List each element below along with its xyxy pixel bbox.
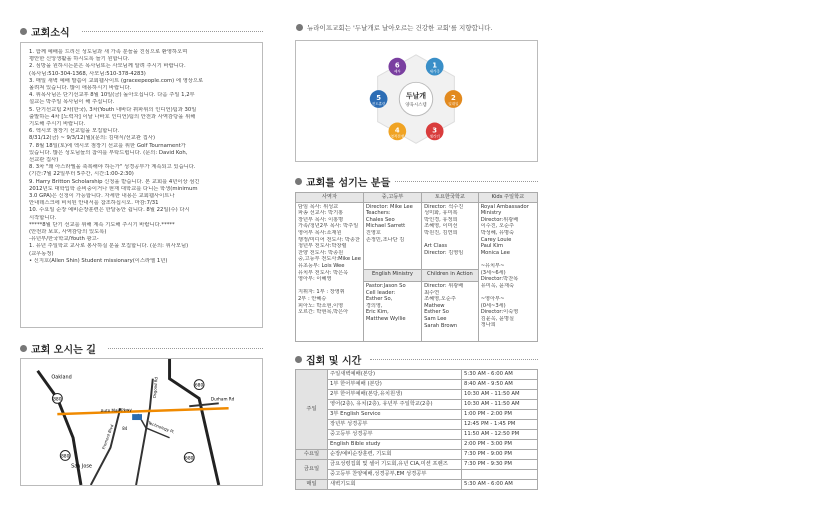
text-line: 8. 3차 "왜 아스라엘을 축복해야 하는가" 성경공부가 계속되고 있습니다. xyxy=(29,164,196,171)
notice-box xyxy=(20,42,263,328)
text-line: Matthew Wyllie xyxy=(365,316,406,323)
text-line xyxy=(481,256,535,263)
text-line: Eric Kim, xyxy=(365,309,389,316)
schedule-row xyxy=(296,430,538,440)
text-line: 정나희 xyxy=(480,322,496,329)
text-line: 9. Harry Britton Scholarship 신청을 받습니다. 본 교회를 4년이상 섬긴 xyxy=(29,178,200,185)
text-line: 올려져 있습니다. 많이 애용하시기 바랍니다. xyxy=(29,85,132,92)
ministry-header: 중,고등부 xyxy=(363,193,421,203)
text-line: 지휘자: 1부 : 장영휘 xyxy=(298,289,345,296)
bullet-icon xyxy=(295,356,302,363)
text-line: 파송 선교사: 박기홍 xyxy=(298,210,344,217)
schedule-time: 7:30 PM - 9:30 PM xyxy=(462,460,538,470)
text-line: (0세~3세) xyxy=(480,302,506,309)
bullet-icon xyxy=(295,178,302,185)
schedule-row xyxy=(296,400,538,410)
map-graphic xyxy=(21,359,262,485)
text-line: Monica Lee xyxy=(480,249,510,256)
text-line: Ministry xyxy=(480,210,502,217)
schedule-event: 3부 English Service xyxy=(328,410,462,420)
schedule-day: 매일 xyxy=(296,480,328,490)
children-in-action-label: Children in Action xyxy=(422,270,479,282)
text-line: 안내데스크에 비치된 안내서를 참조하십시오. 마감:7/31 xyxy=(29,200,159,207)
notice-title: 교회소식 xyxy=(31,28,70,39)
text-line: ~영아부~ xyxy=(480,295,505,302)
text-line: 유치부 전도사: 박은옥 xyxy=(298,269,349,276)
ministry-header: Kids 주일학교 xyxy=(478,193,537,203)
text-line: 장년부 목사: 이홍명 xyxy=(298,216,344,223)
schedule-event: 중고등부 성경공부 xyxy=(328,430,462,440)
schedule-time: 10:30 AM - 11:50 AM xyxy=(462,400,538,410)
text-line: Royal Ambassador xyxy=(480,203,529,210)
hub-node-label: 전도훈련 xyxy=(371,101,386,106)
hub-node-number: 1 xyxy=(432,61,438,70)
text-line: 4. 위목사님은 단기선교후 8월 10일(금) 돌아오십니다. 다음 주일 1,2부 xyxy=(29,92,195,99)
text-line: 5. 단기선교팀 2차(한국), 3차(Youth 내바다 꿔파위의 인디언)팀과 30일 xyxy=(29,106,197,113)
text-line: Mathew xyxy=(424,302,445,309)
osgood-road xyxy=(136,379,153,485)
text-line: Cell leader: xyxy=(365,289,396,296)
ministry-col-korean-school xyxy=(422,202,479,270)
text-line: 조혜영, 이미선 xyxy=(424,223,458,230)
church-marker-icon xyxy=(132,414,142,420)
schedule-time: 8:40 AM - 9:50 AM xyxy=(462,380,538,390)
schedule-row xyxy=(296,380,538,390)
text-line: 기도해 주시기 바랍니다. xyxy=(29,121,86,128)
text-line: 손정민,조나단 김 xyxy=(365,236,405,243)
schedule-row xyxy=(296,460,538,470)
highway-680-road xyxy=(170,359,219,485)
durham-road xyxy=(189,403,219,406)
schedule-row xyxy=(296,480,538,490)
schedule-event: English Bible study xyxy=(328,440,462,450)
technology-label: Technology Pl. xyxy=(147,420,176,435)
text-line: (목사님:510-304-1368, 사모님:510-378-4283) xyxy=(29,70,146,77)
text-line xyxy=(481,289,535,296)
schedule-title: 집회 및 시간 xyxy=(306,356,362,367)
text-line: 시작합니다. xyxy=(29,214,57,221)
text-line: 2012년도 대학입학 준비중이거나 현재 대학교를 다니는 학생(minimum xyxy=(29,185,198,192)
divider xyxy=(108,348,263,349)
schedule-time xyxy=(462,470,538,480)
ministry-table xyxy=(295,192,538,342)
schedule-day: 수요일 xyxy=(296,450,328,460)
hub-node-number: 2 xyxy=(450,94,456,103)
bullet-icon xyxy=(20,28,27,35)
schedule-table xyxy=(295,369,538,490)
text-line: 박성혜, 유명숙 xyxy=(480,229,515,236)
hub-node-label: 제자 xyxy=(393,69,401,74)
text-line: Paul Kim xyxy=(480,243,504,250)
hub-center-title: 두날개 xyxy=(406,92,426,101)
text-line: 진영호 xyxy=(365,229,381,236)
schedule-heading xyxy=(295,352,361,367)
vision-banner-text: 뉴라이프교회는 '두날개로 날아오르는 건강한 교회'를 지향합니다. xyxy=(307,24,493,32)
text-line: 평안한 신앙생활을 하시도록 늘기 원합니다. xyxy=(29,56,130,63)
text-line: 김윤옥, 윤명실 xyxy=(480,315,515,322)
text-line: 유초등부: Lois Wee xyxy=(298,262,345,269)
bullet-icon xyxy=(296,24,303,31)
text-line: Pastor:Jason So xyxy=(365,283,406,290)
text-line: *****8월 단기 선교를 위해 계속 기도해 주시기 바랍니다.***** xyxy=(29,221,175,228)
text-line: 박원진, 김연희 xyxy=(424,229,458,236)
text-line: (안전과 보호, 사역감당의 있도록) xyxy=(29,229,107,236)
discipleship-diagram xyxy=(295,40,538,162)
english-ministry-label: English Ministry xyxy=(363,270,421,282)
text-line: 1. 유년 주일학교 교사로 봉사하실 분을 모집합니다. (문의: 위사모님) xyxy=(29,243,189,250)
schedule-time: 5:30 AM - 6:00 AM xyxy=(462,370,538,380)
schedule-row xyxy=(296,450,538,460)
bullet-icon xyxy=(20,345,27,352)
hub-graphic xyxy=(296,41,537,161)
highway-680-label: 680 xyxy=(194,383,204,389)
schedule-time: 12:45 PM - 1:45 PM xyxy=(462,420,538,430)
text-line: 행정/미디어 전도사: 박종찬 xyxy=(298,236,360,243)
hub-node-number: 5 xyxy=(376,94,382,103)
hub-node-label: 셀리더 xyxy=(429,134,440,139)
text-line: 유미옥, 윤재숙 xyxy=(480,282,515,289)
text-line: Director:박찬목 xyxy=(480,276,519,283)
vision-banner xyxy=(296,23,493,32)
fremont-label: Fremont Blvd xyxy=(100,423,115,450)
schedule-event: 순장/예비순장훈련, 기도회 xyxy=(328,450,462,460)
text-line: 청년부 전도사:박창렬 xyxy=(298,243,347,250)
schedule-event: 주일새벽예배(본당) xyxy=(328,370,462,380)
text-line: Sarah Brown xyxy=(424,322,458,329)
text-line: Chales Seo xyxy=(365,216,395,223)
text-line: Michael Sarrett xyxy=(365,223,406,230)
hub-node-number: 4 xyxy=(394,126,400,135)
schedule-event: 영어(2층), 유치(2층), 유년부 주일학교(2층) xyxy=(328,400,462,410)
hub-node-label: 영적전쟁 xyxy=(390,134,405,139)
schedule-time: 5:30 AM - 6:00 AM xyxy=(462,480,538,490)
schedule-row xyxy=(296,440,538,450)
schedule-event: 2부 한어부예배(본당,유치원생) xyxy=(328,390,462,400)
schedule-event: 장년부 성경공부 xyxy=(328,420,462,430)
schedule-time: 7:30 PM - 9:00 PM xyxy=(462,450,538,460)
text-line: 경의영, xyxy=(365,302,383,309)
text-line: 이수진, 오순주 xyxy=(480,223,515,230)
text-line xyxy=(424,237,476,244)
text-line: 6. 엑시코 점장기 선교팀을 모집합니다. xyxy=(29,128,120,135)
text-line: 3.0 GPA)은 신청이 가능합니다. 자세한 내용은 교회웹사이트나 xyxy=(29,193,175,200)
schedule-day: 금요일 xyxy=(296,460,328,480)
text-line: 선교관 집사) xyxy=(29,157,59,164)
schedule-event: 1부 한어부예배 (본당) xyxy=(328,380,462,390)
durham-label: Durham Rd xyxy=(210,396,235,402)
san-jose-label: San Jose xyxy=(71,463,92,470)
schedule-time: 11:50 AM - 12:50 PM xyxy=(462,430,538,440)
text-line: • 신지호(Allen Shin) Student missionary(이스라엘 1년) xyxy=(29,257,168,264)
notice-heading xyxy=(20,24,70,39)
hub-node-number: 3 xyxy=(432,126,438,135)
text-line: Director: 석수진 xyxy=(424,203,464,210)
schedule-row xyxy=(296,370,538,380)
schedule-event: 금요성령집회 및 셀어 기도회,유년 CIA,미션 프렌즈 xyxy=(328,460,462,470)
text-line: 3. 매일 새벽 예배 말씀이 교회웹사이트 (graceepeople.com) 에 영상으로 xyxy=(29,77,204,84)
schedule-day: 주일 xyxy=(296,370,328,450)
hub-center-subtitle: 양육시스템 xyxy=(405,102,427,108)
text-line: 담임 목사: 위성교 xyxy=(298,203,339,210)
ministry-header: 사역자 xyxy=(296,193,364,203)
text-line: Carey Louie xyxy=(480,236,512,243)
text-line: -유년부/한국학교/Youth 광고- xyxy=(29,236,99,243)
hub-node-number: 6 xyxy=(394,61,400,70)
text-line: 1. 함께 예배를 드리신 성도님과 새 가족 분들을 진심으로 환영하오며 xyxy=(29,49,188,55)
text-line: 있습니다. 많은 성도님들의 참여를 부탁드립니다. (문의: David Koh, xyxy=(29,149,188,156)
text-line: 가족/청년2부 목사: 박주일 xyxy=(298,223,359,230)
schedule-event: 새벽기도회 xyxy=(328,480,462,490)
schedule-time: 10:30 AM - 11:50 AM xyxy=(462,390,538,400)
ministry-col-english xyxy=(363,282,421,342)
text-line: Esther So xyxy=(424,309,449,316)
text-line: 출발하는 4차 [노력자] 이날 나바호 인디언)팀의 안전과 사역감당을 위해 xyxy=(29,113,196,120)
text-line: 찬양 전도사: 박종원 xyxy=(298,249,344,256)
text-line: 영아부: 이혜영 xyxy=(298,276,332,283)
text-line: Sam Lee xyxy=(424,316,447,323)
text-line: 피아노: 박소현,이영 xyxy=(298,302,344,309)
ministry-col-staff xyxy=(296,202,364,341)
highway-880-label-2: 880 xyxy=(61,454,70,460)
text-line: ~유치부~ xyxy=(480,262,505,269)
schedule-row xyxy=(296,420,538,430)
text-line: Esther So, xyxy=(365,296,393,303)
text-line: 7. 8월 18일(토)에 엑시코 점장기 선교를 위한 Golf Tournament가 xyxy=(29,142,186,149)
schedule-time: 1:00 PM - 2:00 PM xyxy=(462,410,538,420)
schedule-row xyxy=(296,390,538,400)
hub-node-label: 일대일 xyxy=(448,101,459,106)
ministry-heading xyxy=(295,174,390,189)
text-line: 최수연 xyxy=(424,289,440,296)
schedule-row xyxy=(296,410,538,420)
oakland-label: Oakland xyxy=(51,374,72,381)
text-line: 오르간: 박현목,박은아 xyxy=(298,309,349,316)
directions-map xyxy=(20,358,263,486)
text-line: 영어부 목사:소재원 xyxy=(298,229,342,236)
text-line: Teachers: xyxy=(365,210,391,217)
text-line: (교우동정) xyxy=(29,250,54,257)
schedule-time: 2:00 PM - 3:00 PM xyxy=(462,440,538,450)
divider xyxy=(395,181,538,182)
directions-heading xyxy=(20,341,96,356)
text-line: 2. 심방을 원하시는분은 목사님또는 사모님께 알려 주시기 바랍니다. xyxy=(29,63,186,70)
ministry-header: 토요한국학교 xyxy=(422,193,479,203)
divider xyxy=(370,359,538,360)
text-line: 10. 수요일 순장 예비순장훈련은 한달동안 쉽니다. 8월 22일(수) 다시 xyxy=(29,207,190,214)
ministry-col-cia xyxy=(422,282,479,342)
osgood-label: Osgood Rd xyxy=(151,376,159,399)
text-line: 중,고등부 전도사:Mike Lee xyxy=(298,256,361,263)
schedule-event: 중고등부 찬양예배,성경공부,EM 성경공부 xyxy=(328,470,462,480)
text-line xyxy=(298,283,361,290)
text-line: (기간:7월 22일부터 5주간, 시간:1:00-2:30) xyxy=(29,171,134,178)
text-line: Director:위광배 xyxy=(480,216,519,223)
auto-mall-label: Auto Mall Pkwy xyxy=(100,407,132,414)
ministry-title: 교회를 섬기는 분들 xyxy=(306,178,391,189)
text-line: Director: 김영임 xyxy=(424,249,464,256)
text-line: 2부 : 안혜승 xyxy=(298,295,327,302)
schedule-row xyxy=(296,470,538,480)
text-line: Director: 위광배 xyxy=(424,283,464,290)
directions-title: 교회 오시는 길 xyxy=(31,345,96,356)
text-line: 조혜영,오순주 xyxy=(424,296,456,303)
hub-node-label: 새가족 xyxy=(429,69,440,74)
text-line: Art Class xyxy=(424,243,448,250)
text-line: 8/31/12(금) ~ 9/3/12(월)(문의: 김대식/선교관 집사) xyxy=(29,135,156,142)
text-line: 박인경, 유정희 xyxy=(424,216,458,223)
highway-880-label: 880 xyxy=(53,397,62,403)
ministry-col-kids xyxy=(478,202,537,341)
text-line: 설교는 박주일 목사님이 해 주십니다. xyxy=(29,99,115,106)
highway-680-label-2: 680 xyxy=(185,456,194,462)
text-line: 성미화, 유미복 xyxy=(424,210,458,217)
highway-84-label: 84 xyxy=(122,425,128,431)
ministry-col-youth xyxy=(363,202,421,270)
text-line: (3세~6세) xyxy=(480,269,506,276)
text-line: Director:이숙영 xyxy=(480,309,519,316)
text-line: Director: Mike Lee xyxy=(365,203,413,210)
divider xyxy=(82,31,263,32)
